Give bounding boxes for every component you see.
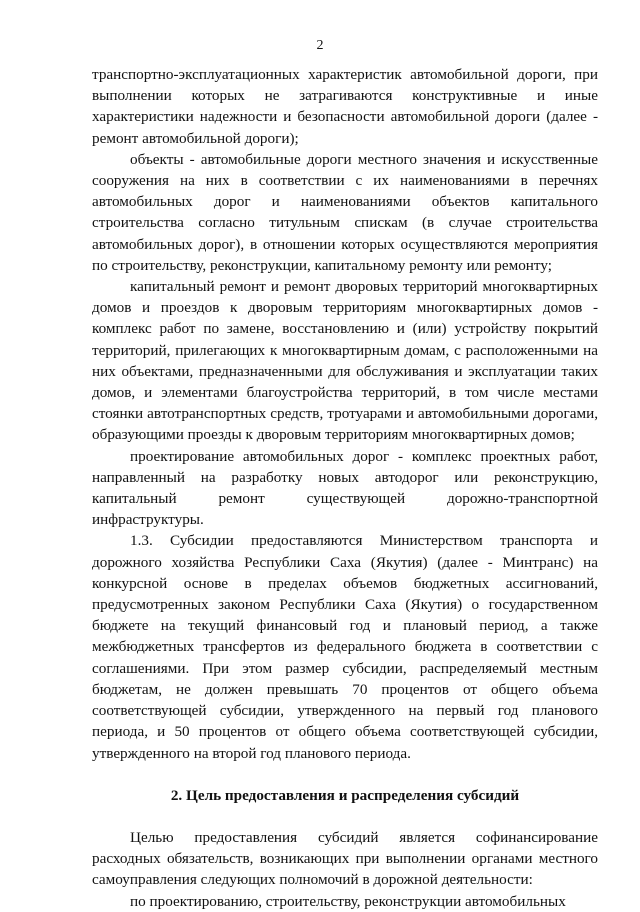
page-number: 2 (316, 38, 324, 53)
paragraph-objects-definition: объекты - автомобильные дороги местного значения и искусственные сооружения на них в соответствии с их наименованиями в перечнях автомобильных дорог и наименованиями объектов капитального строительства согласно титульным спискам (в случае строительства автомобильных дорог), в отношении которых осуществляются мероприятия по строительству, реконструкции, капитальному ремонту или ремонту; (92, 150, 598, 274)
paragraph-road-repair-definition-continued: транспортно-эксплуатационных характеристик автомобильной дороги, при выполнении которых не затрагиваются конструктивные и иные характеристики надежности и безопасности автомобильной дороги (далее - ремонт автомобильной дороги); (92, 66, 598, 147)
document-body (92, 64, 598, 912)
section-heading: 2. Цель предоставления и распределения субсидий (170, 786, 520, 804)
paragraph-road-design-definition: проектирование автомобильных дорог - комплекс проектных работ, направленный на разработку новых автодорог или реконструкцию, капитальный ремонт существующей дорожно-транспортной инфраструктуры. (92, 447, 598, 529)
paragraph-purpose: Целью предоставления субсидий является софинансирование расходных обязательств, возникающих при выполнении органами местного самоуправления следующих полномочий в дорожной деятельности: (92, 828, 598, 889)
paragraph-yard-repair-definition: капитальный ремонт и ремонт дворовых территорий многоквартирных домов и проездов к дворовым территориям многоквартирных домов - комплекс работ по замене, восстановлению и (или) устройству покрытий территорий, прилегающих к многоквартирным домам, с расположенными на них объектами, предназначенными для обслуживания и эксплуатации таких домов, и элементами благоустройства территорий, в том числе местами стоянки автотранспортных средств, тротуарами и автомобильными дорогами, образующими проезды к дворовым территориям многоквартирных домов; (92, 278, 598, 444)
paragraph-design-construction: по проектированию, строительству, реконструкции автомобильных (130, 892, 566, 910)
paragraph-clause-1-3: 1.3. Субсидии предоставляются Министерством транспорта и дорожного хозяйства Республики Саха (Якутия) (далее - Минтранс) на конкурсной основе в пределах объемов бюджетных ассигнований, предусмотренных законом Республики Саха (Якутия) о государственном бюджете на текущий финансовый год и плановый период, а также межбюджетных трансфертов из федерального бюджета в соответствии с соглашениями. При этом размер субсидии, распределяемый местным бюджетам, не должен превышать 70 процентов от общего объема соответствующей субсидии, утвержденного на первый год планового периода, и 50 процентов от общего объема соответствующей субсидии, утвержденного на второй год планового периода. (92, 532, 598, 762)
